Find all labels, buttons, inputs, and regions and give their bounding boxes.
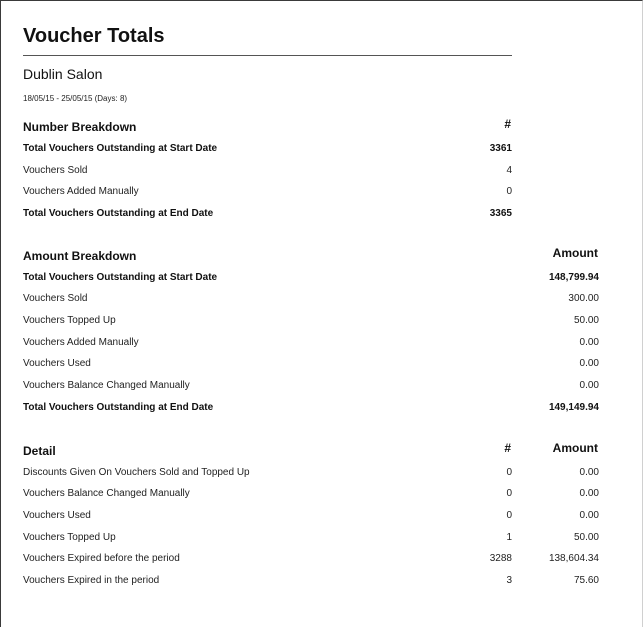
table-row (23, 143, 603, 157)
row-label: Vouchers Added Manually (23, 186, 139, 197)
table-row (23, 272, 603, 286)
row-count: 4 (506, 165, 512, 176)
row-amount: 50.00 (573, 315, 599, 326)
detail-count-column-header: # (504, 441, 511, 455)
table-row (23, 553, 603, 567)
report-title: Voucher Totals (23, 25, 165, 47)
row-amount: 148,799.94 (548, 272, 599, 283)
row-label: Vouchers Used (23, 358, 91, 369)
table-row (23, 380, 603, 394)
table-row (23, 165, 603, 179)
row-amount: 0.00 (579, 510, 599, 521)
table-row (23, 293, 603, 307)
row-amount: 50.00 (573, 532, 599, 543)
row-count: 0 (506, 186, 512, 197)
row-label: Vouchers Sold (23, 165, 88, 176)
table-row (23, 337, 603, 351)
table-row (23, 315, 603, 329)
row-count: 3288 (489, 553, 512, 564)
row-label: Vouchers Sold (23, 293, 88, 304)
number-count-column-header: # (504, 117, 511, 131)
table-row (23, 467, 603, 481)
row-count: 0 (506, 488, 512, 499)
row-amount: 75.60 (573, 575, 599, 586)
row-amount: 0.00 (579, 337, 599, 348)
row-count: 0 (506, 467, 512, 478)
detail-amount-column-header: Amount (552, 441, 598, 455)
row-amount: 300.00 (568, 293, 599, 304)
row-label: Vouchers Used (23, 510, 91, 521)
row-label: Total Vouchers Outstanding at End Date (23, 402, 214, 413)
location-name: Dublin Salon (23, 66, 103, 82)
table-row (23, 575, 603, 589)
row-label: Total Vouchers Outstanding at Start Date (23, 272, 218, 283)
row-label: Vouchers Balance Changed Manually (23, 488, 190, 499)
row-count: 3365 (489, 208, 512, 219)
row-label: Vouchers Topped Up (23, 315, 116, 326)
row-amount: 138,604.34 (548, 553, 599, 564)
table-row (23, 186, 603, 200)
row-amount: 0.00 (579, 358, 599, 369)
row-count: 0 (506, 510, 512, 521)
title-divider (23, 55, 512, 56)
row-label: Vouchers Balance Changed Manually (23, 380, 190, 391)
row-label: Vouchers Added Manually (23, 337, 139, 348)
table-row (23, 208, 603, 222)
date-range: 18/05/15 - 25/05/15 (Days: 8) (23, 94, 128, 103)
row-amount: 0.00 (579, 467, 599, 478)
row-label: Total Vouchers Outstanding at End Date (23, 208, 214, 219)
detail-heading: Detail (23, 444, 56, 458)
row-label: Vouchers Expired before the period (23, 553, 180, 564)
row-count: 3 (506, 575, 512, 586)
table-row (23, 510, 603, 524)
table-row (23, 488, 603, 502)
row-label: Vouchers Topped Up (23, 532, 116, 543)
row-label: Discounts Given On Vouchers Sold and Topped Up (23, 467, 250, 478)
row-count: 1 (506, 532, 512, 543)
row-label: Total Vouchers Outstanding at Start Date (23, 143, 218, 154)
row-amount: 0.00 (579, 488, 599, 499)
table-row (23, 402, 603, 416)
amount-breakdown-heading: Amount Breakdown (23, 249, 137, 263)
row-label: Vouchers Expired in the period (23, 575, 160, 586)
table-row (23, 358, 603, 372)
row-amount: 0.00 (579, 380, 599, 391)
table-row (23, 532, 603, 546)
row-amount: 149,149.94 (548, 402, 599, 413)
row-count: 3361 (489, 143, 512, 154)
number-breakdown-heading: Number Breakdown (23, 120, 137, 134)
amount-column-header: Amount (552, 246, 598, 260)
